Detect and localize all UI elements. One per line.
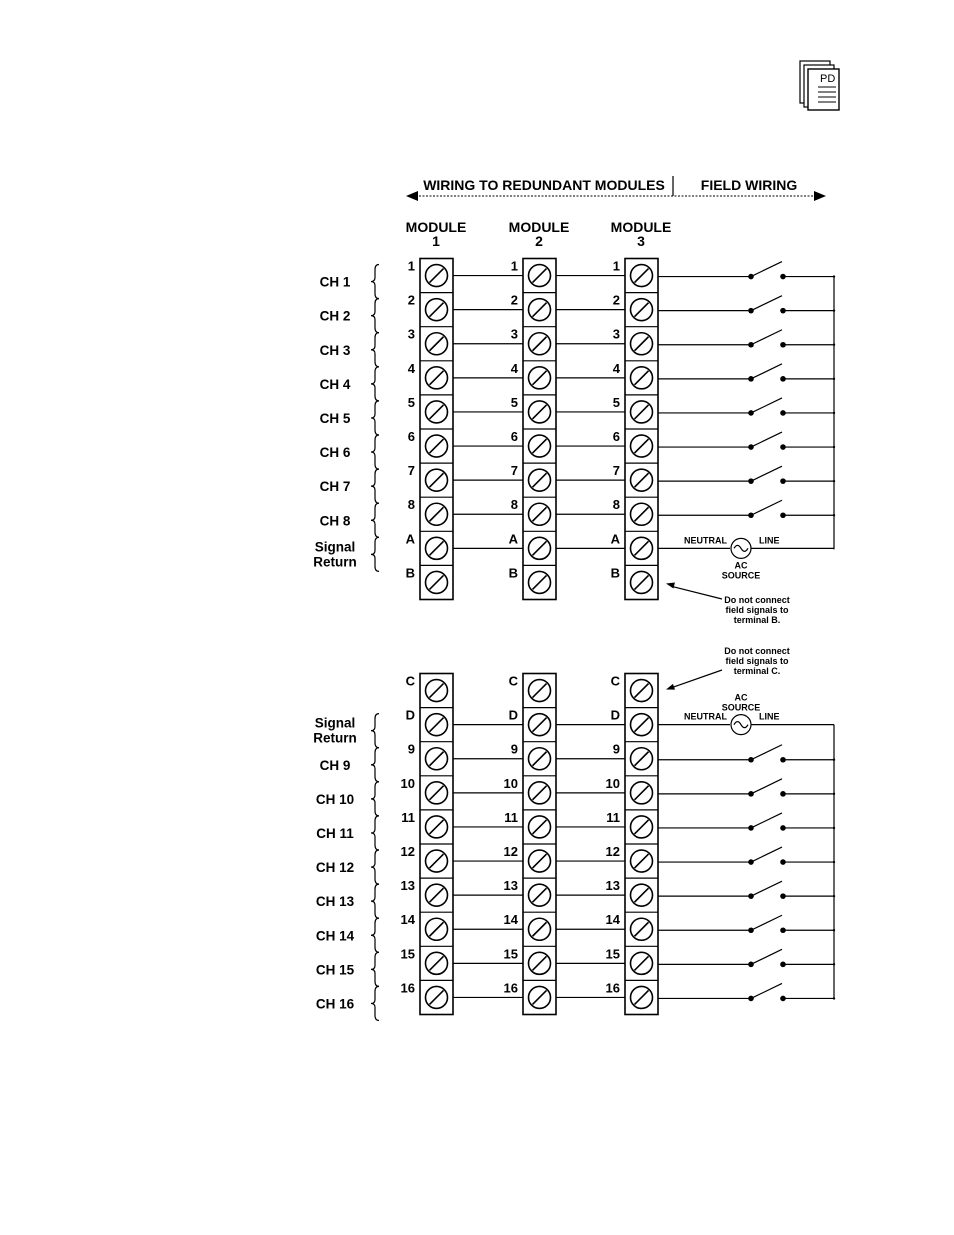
- note-text: field signals to: [725, 656, 789, 666]
- terminal-label: 9: [407, 741, 415, 757]
- screw-terminal-icon: [426, 986, 448, 1008]
- terminal-label: 6: [510, 429, 518, 444]
- screw-terminal-icon: [529, 265, 551, 287]
- terminal-label: 4: [407, 360, 415, 376]
- screw-terminal-icon: [631, 265, 653, 287]
- terminal-label: C: [508, 673, 518, 689]
- channel-brace: [371, 986, 379, 1020]
- note-callout: [666, 583, 790, 625]
- terminal-label: 4: [510, 360, 518, 376]
- note-text: field signals to: [725, 605, 789, 615]
- ac-label: AC: [734, 692, 748, 703]
- terminal-label: 7: [407, 463, 415, 479]
- channel-brace: [371, 265, 379, 299]
- channel-brace: [371, 333, 379, 367]
- channel-brace: [371, 884, 379, 918]
- terminal-label: 16: [605, 980, 620, 996]
- module-3-title: MODULE: [610, 219, 672, 235]
- screw-terminal-icon: [529, 571, 551, 593]
- terminal-label: 14: [503, 912, 518, 928]
- terminal-label: 15: [503, 946, 518, 962]
- line-label: LINE: [759, 535, 780, 546]
- terminal-label: 9: [612, 741, 620, 757]
- terminal-label: 10: [605, 775, 620, 791]
- terminal-label: C: [405, 673, 415, 689]
- channel-brace: [371, 401, 379, 435]
- switch-icon: [658, 745, 835, 763]
- screw-terminal-icon: [631, 782, 653, 804]
- module-1-title: MODULE: [405, 219, 467, 235]
- screw-terminal-icon: [529, 333, 551, 355]
- screw-terminal-icon: [631, 401, 653, 423]
- screw-terminal-icon: [426, 571, 448, 593]
- screw-terminal-icon: [631, 333, 653, 355]
- switch-icon: [658, 847, 835, 865]
- note-text: Do not connect: [724, 595, 790, 605]
- channel-label: CH 3: [319, 342, 351, 358]
- channel-brace: [371, 503, 379, 537]
- terminal-strip-module-1: [401, 674, 453, 1015]
- terminal-block-1: [313, 259, 835, 626]
- terminal-blocks: [313, 259, 835, 1021]
- screw-terminal-icon: [529, 401, 551, 423]
- screw-terminal-icon: [631, 503, 653, 525]
- switch-icon: [658, 983, 835, 1001]
- channel-brace: [371, 435, 379, 469]
- terminal-label: 5: [510, 394, 518, 410]
- channel-label: CH 7: [319, 479, 351, 495]
- module-1-number: 1: [432, 233, 440, 249]
- terminal-label: 11: [401, 809, 415, 825]
- channel-label: CH 5: [319, 410, 351, 426]
- screw-terminal-icon: [529, 435, 551, 457]
- screw-terminal-icon: [631, 299, 653, 321]
- terminal-label: 1: [612, 258, 620, 274]
- terminal-label: 13: [503, 878, 518, 894]
- terminal-label: 16: [503, 980, 518, 996]
- screw-terminal-icon: [529, 469, 551, 491]
- ac-source-icon: [658, 693, 834, 735]
- channel-brace: [371, 782, 379, 816]
- switch-icon: [658, 330, 835, 348]
- terminal-label: 3: [407, 326, 415, 342]
- terminal-label: D: [610, 707, 620, 723]
- screw-terminal-icon: [631, 367, 653, 389]
- terminal-label: D: [508, 707, 518, 723]
- screw-terminal-icon: [426, 333, 448, 355]
- ac-source-icon: [658, 535, 834, 580]
- terminal-label: 10: [503, 775, 518, 791]
- screw-terminal-icon: [426, 850, 448, 872]
- terminal-label: 6: [407, 429, 415, 444]
- channel-label: CH 12: [315, 860, 355, 876]
- terminal-label: 14: [605, 912, 620, 928]
- terminal-label: 6: [612, 429, 620, 444]
- screw-terminal-icon: [426, 401, 448, 423]
- channel-label: Return: [313, 730, 357, 746]
- screw-terminal-icon: [631, 884, 653, 906]
- screw-terminal-icon: [631, 571, 653, 593]
- screw-terminal-icon: [426, 782, 448, 804]
- note-arrowhead: [666, 583, 675, 589]
- channel-label: CH 15: [315, 962, 355, 978]
- header-left-label: WIRING TO REDUNDANT MODULES: [423, 177, 665, 193]
- screw-terminal-icon: [426, 952, 448, 974]
- channel-brace: [371, 299, 379, 333]
- channel-label: CH 1: [319, 274, 351, 290]
- screw-terminal-icon: [529, 680, 551, 702]
- screw-terminal-icon: [631, 748, 653, 770]
- channel-brace: [371, 850, 379, 884]
- channel-label: CH 11: [316, 825, 354, 841]
- note-arrow: [672, 586, 722, 599]
- screw-terminal-icon: [529, 748, 551, 770]
- channel-brace: [371, 816, 379, 850]
- module-titles: [406, 219, 672, 249]
- terminal-label: 8: [510, 497, 518, 513]
- line-label: LINE: [759, 711, 780, 722]
- switch-icon: [658, 500, 835, 518]
- terminal-label: 13: [400, 878, 415, 894]
- terminal-label: 2: [612, 292, 620, 308]
- terminal-label: 2: [407, 292, 415, 308]
- screw-terminal-icon: [426, 884, 448, 906]
- ac-label: AC: [734, 560, 748, 571]
- channel-label: CH 13: [315, 894, 355, 910]
- screw-terminal-icon: [631, 537, 653, 559]
- terminal-label: 1: [510, 258, 518, 274]
- terminal-label: 12: [400, 844, 415, 859]
- channel-brace: [371, 918, 379, 952]
- screw-terminal-icon: [426, 367, 448, 389]
- screw-terminal-icon: [631, 850, 653, 872]
- screw-terminal-icon: [426, 680, 448, 702]
- screw-terminal-icon: [426, 918, 448, 940]
- terminal-label: 9: [510, 741, 518, 757]
- note-text: terminal B.: [733, 615, 781, 625]
- terminal-label: 3: [510, 326, 518, 342]
- switch-icon: [658, 262, 835, 280]
- screw-terminal-icon: [631, 986, 653, 1008]
- terminal-label: 8: [612, 497, 620, 513]
- switch-icon: [658, 813, 835, 831]
- module-2-number: 2: [535, 233, 543, 249]
- screw-terminal-icon: [631, 918, 653, 940]
- terminal-label: 15: [400, 946, 415, 962]
- terminal-label: 2: [510, 292, 518, 308]
- switch-icon: [658, 949, 835, 967]
- screw-terminal-icon: [631, 714, 653, 736]
- screw-terminal-icon: [631, 435, 653, 457]
- screw-terminal-icon: [631, 680, 653, 702]
- header-right-label: FIELD WIRING: [700, 177, 798, 193]
- screw-terminal-icon: [529, 816, 551, 838]
- channel-brace: [371, 469, 379, 503]
- terminal-label: 11: [606, 809, 620, 825]
- screw-terminal-icon: [426, 469, 448, 491]
- switch-icon: [658, 364, 835, 382]
- neutral-label: NEUTRAL: [684, 711, 727, 722]
- screw-terminal-icon: [529, 884, 551, 906]
- screw-terminal-icon: [631, 952, 653, 974]
- note-text: terminal C.: [733, 666, 781, 676]
- pd-icon-label: PD: [820, 73, 836, 85]
- screw-terminal-icon: [529, 714, 551, 736]
- screw-terminal-icon: [529, 299, 551, 321]
- terminal-label: 8: [407, 497, 415, 513]
- channel-brace: [371, 367, 379, 401]
- neutral-label: NEUTRAL: [684, 535, 727, 546]
- module-2-title: MODULE: [508, 219, 570, 235]
- terminal-label: 12: [503, 844, 518, 859]
- channel-label: CH 8: [319, 513, 351, 529]
- screw-terminal-icon: [426, 299, 448, 321]
- terminal-label: A: [405, 531, 415, 547]
- screw-terminal-icon: [529, 782, 551, 804]
- terminal-label: 12: [605, 844, 620, 859]
- terminal-label: A: [610, 531, 620, 547]
- terminal-label: C: [610, 673, 620, 689]
- channel-brace: [371, 952, 379, 986]
- terminal-label: 7: [612, 463, 620, 479]
- screw-terminal-icon: [631, 816, 653, 838]
- terminal-label: 7: [510, 463, 518, 479]
- terminal-block-2: [313, 646, 835, 1021]
- terminal-label: D: [405, 707, 415, 723]
- terminal-label: 11: [504, 809, 518, 825]
- terminal-label: B: [610, 565, 620, 581]
- note-text: Do not connect: [724, 646, 790, 656]
- channel-label: Return: [313, 554, 357, 570]
- screw-terminal-icon: [529, 986, 551, 1008]
- note-callout: [666, 646, 790, 690]
- channel-label: CH 2: [319, 308, 351, 324]
- pd-document-icon: [800, 61, 839, 110]
- terminal-label: B: [405, 565, 415, 581]
- channel-label: Signal: [314, 715, 356, 731]
- screw-terminal-icon: [426, 435, 448, 457]
- switch-icon: [658, 881, 835, 899]
- terminal-label: 15: [605, 946, 620, 962]
- screw-terminal-icon: [529, 850, 551, 872]
- terminal-label: 13: [605, 878, 620, 894]
- terminal-label: 1: [407, 258, 415, 274]
- screw-terminal-icon: [529, 952, 551, 974]
- switch-icon: [658, 779, 835, 797]
- channel-label: CH 14: [315, 928, 355, 944]
- screw-terminal-icon: [631, 469, 653, 491]
- module-3-number: 3: [637, 233, 645, 249]
- channel-brace: [371, 537, 379, 571]
- screw-terminal-icon: [529, 503, 551, 525]
- terminal-label: 4: [612, 360, 620, 376]
- note-arrow: [672, 670, 722, 688]
- channel-label: CH 10: [315, 791, 355, 807]
- screw-terminal-icon: [529, 918, 551, 940]
- source-label: SOURCE: [721, 570, 761, 581]
- channel-label: CH 4: [319, 376, 351, 392]
- terminal-label: 14: [400, 912, 415, 928]
- terminal-label: 5: [612, 394, 620, 410]
- switch-icon: [658, 466, 835, 484]
- channel-label: CH 16: [315, 996, 355, 1012]
- switch-icon: [658, 432, 835, 450]
- note-arrowhead: [666, 684, 675, 690]
- terminal-label: 16: [400, 980, 415, 996]
- terminal-label: 10: [400, 775, 415, 791]
- terminal-label: B: [508, 565, 518, 581]
- screw-terminal-icon: [426, 748, 448, 770]
- terminal-label: A: [508, 531, 518, 547]
- channel-brace: [371, 714, 379, 748]
- channel-label: CH 9: [319, 757, 351, 773]
- channel-label: Signal: [314, 539, 356, 555]
- screw-terminal-icon: [426, 503, 448, 525]
- switch-icon: [658, 398, 835, 416]
- terminal-label: 3: [612, 326, 620, 342]
- terminal-strip-module-1: [406, 259, 453, 600]
- screw-terminal-icon: [529, 537, 551, 559]
- screw-terminal-icon: [426, 816, 448, 838]
- screw-terminal-icon: [426, 265, 448, 287]
- switch-icon: [658, 915, 835, 933]
- switch-icon: [658, 296, 835, 314]
- screw-terminal-icon: [529, 367, 551, 389]
- screw-terminal-icon: [426, 714, 448, 736]
- source-label: SOURCE: [721, 702, 761, 713]
- terminal-label: 5: [407, 394, 415, 410]
- channel-brace: [371, 748, 379, 782]
- channel-label: CH 6: [319, 445, 351, 461]
- screw-terminal-icon: [426, 537, 448, 559]
